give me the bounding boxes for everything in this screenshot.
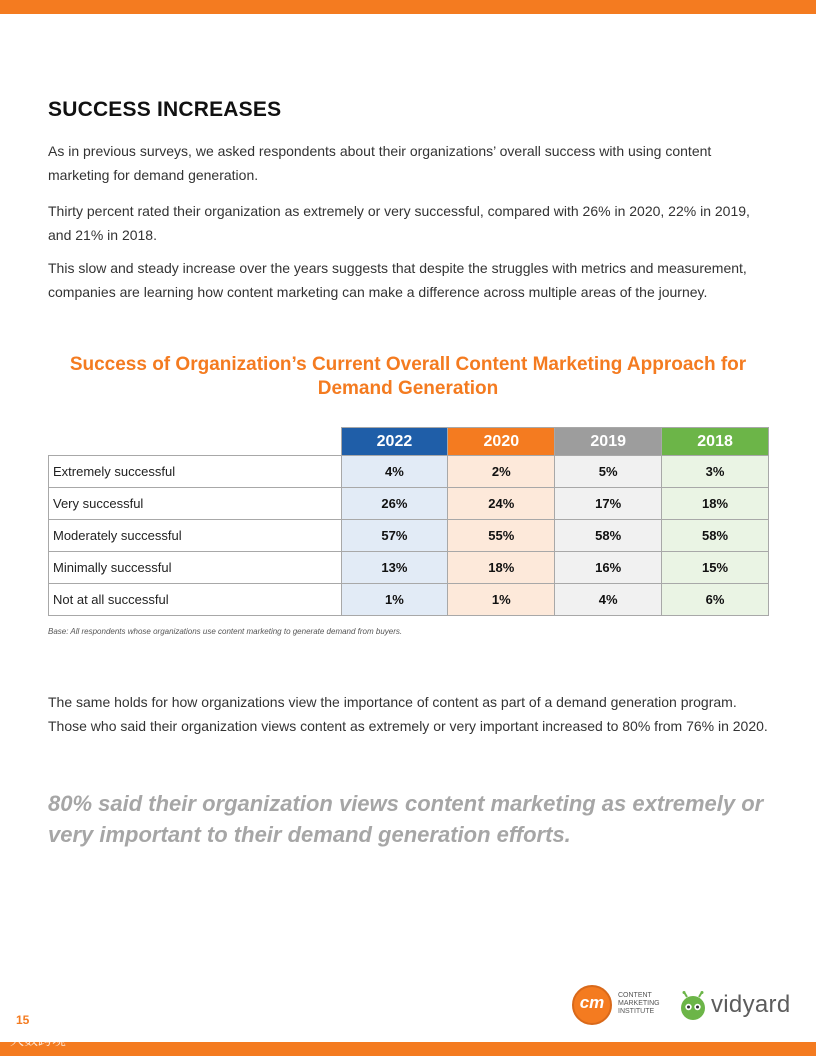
cmi-line-2: MARKETING (618, 1000, 660, 1007)
table-row (49, 456, 769, 488)
section-heading: SUCCESS INCREASES (48, 98, 282, 121)
table-title: Success of Organization’s Current Overall Content Marketing Approach for Demand Generation (69, 354, 747, 399)
cell-value: 17% (555, 488, 662, 520)
year-header-2018: 2018 (662, 428, 769, 456)
cell-value: 13% (341, 552, 448, 584)
cmi-line-3: INSTITUTE (618, 1008, 655, 1015)
cell-value: 4% (341, 456, 448, 488)
table-row (49, 520, 769, 552)
success-table (48, 427, 769, 616)
table-row (49, 488, 769, 520)
row-label: Minimally successful (49, 552, 342, 584)
cell-value: 6% (662, 584, 769, 616)
cell-value: 18% (662, 488, 769, 520)
cmi-line-1: CONTENT (618, 992, 652, 999)
bottom-accent-bar (0, 1042, 816, 1056)
row-label: Not at all successful (49, 584, 342, 616)
watermark: 大数跨境 (10, 1032, 66, 1048)
cmi-mark: cm (579, 993, 605, 1012)
cell-value: 55% (448, 520, 555, 552)
top-accent-bar (0, 0, 816, 14)
cell-value: 1% (448, 584, 555, 616)
year-header-2019: 2019 (555, 428, 662, 456)
cell-value: 1% (341, 584, 448, 616)
table-row (49, 584, 769, 616)
table-row (49, 552, 769, 584)
page-number: 15 (16, 1013, 30, 1027)
pull-quote: 80% said their organization views content marketing as extremely or very important to their demand generation efforts. (48, 791, 764, 847)
table-header-row (49, 428, 769, 456)
cell-value: 15% (662, 552, 769, 584)
cell-value: 58% (662, 520, 769, 552)
row-label: Very successful (49, 488, 342, 520)
row-label: Extremely successful (49, 456, 342, 488)
row-label: Moderately successful (49, 520, 342, 552)
cell-value: 58% (555, 520, 662, 552)
cell-value: 26% (341, 488, 448, 520)
cell-value: 4% (555, 584, 662, 616)
year-header-2022: 2022 (341, 428, 448, 456)
cmi-wordmark (618, 992, 660, 1016)
content-marketing-institute-logo (572, 985, 672, 1027)
year-header-2020: 2020 (448, 428, 555, 456)
body-paragraph-1: As in previous surveys, we asked respondents about their organizations’ overall success with using content marketing for demand generation. (48, 143, 712, 183)
cell-value: 5% (555, 456, 662, 488)
vidyard-logo (678, 990, 802, 1026)
body-paragraph-4: The same holds for how organizations view the importance of content as part of a demand generation program. Those who said their organization views content as extremely or very important increased to 80% from 76% in 2020. (48, 694, 768, 734)
header-blank-cell (49, 428, 342, 456)
body-paragraph-2: Thirty percent rated their organization as extremely or very successful, compared with 26% in 2020, 22% in 2019, and 21% in 2018. (48, 203, 750, 243)
vidyard-robot-icon (678, 991, 708, 1021)
body-paragraph-3: This slow and steady increase over the years suggests that despite the struggles with metrics and measurement, companies are learning how content marketing can make a difference across multiple areas of the journey. (48, 260, 747, 300)
cell-value: 2% (448, 456, 555, 488)
vidyard-wordmark: vidyard (711, 991, 791, 1018)
table-base-note: Base: All respondents whose organizations use content marketing to generate demand from buyers. (48, 627, 403, 636)
cell-value: 24% (448, 488, 555, 520)
cell-value: 57% (341, 520, 448, 552)
cell-value: 16% (555, 552, 662, 584)
cell-value: 3% (662, 456, 769, 488)
cell-value: 18% (448, 552, 555, 584)
